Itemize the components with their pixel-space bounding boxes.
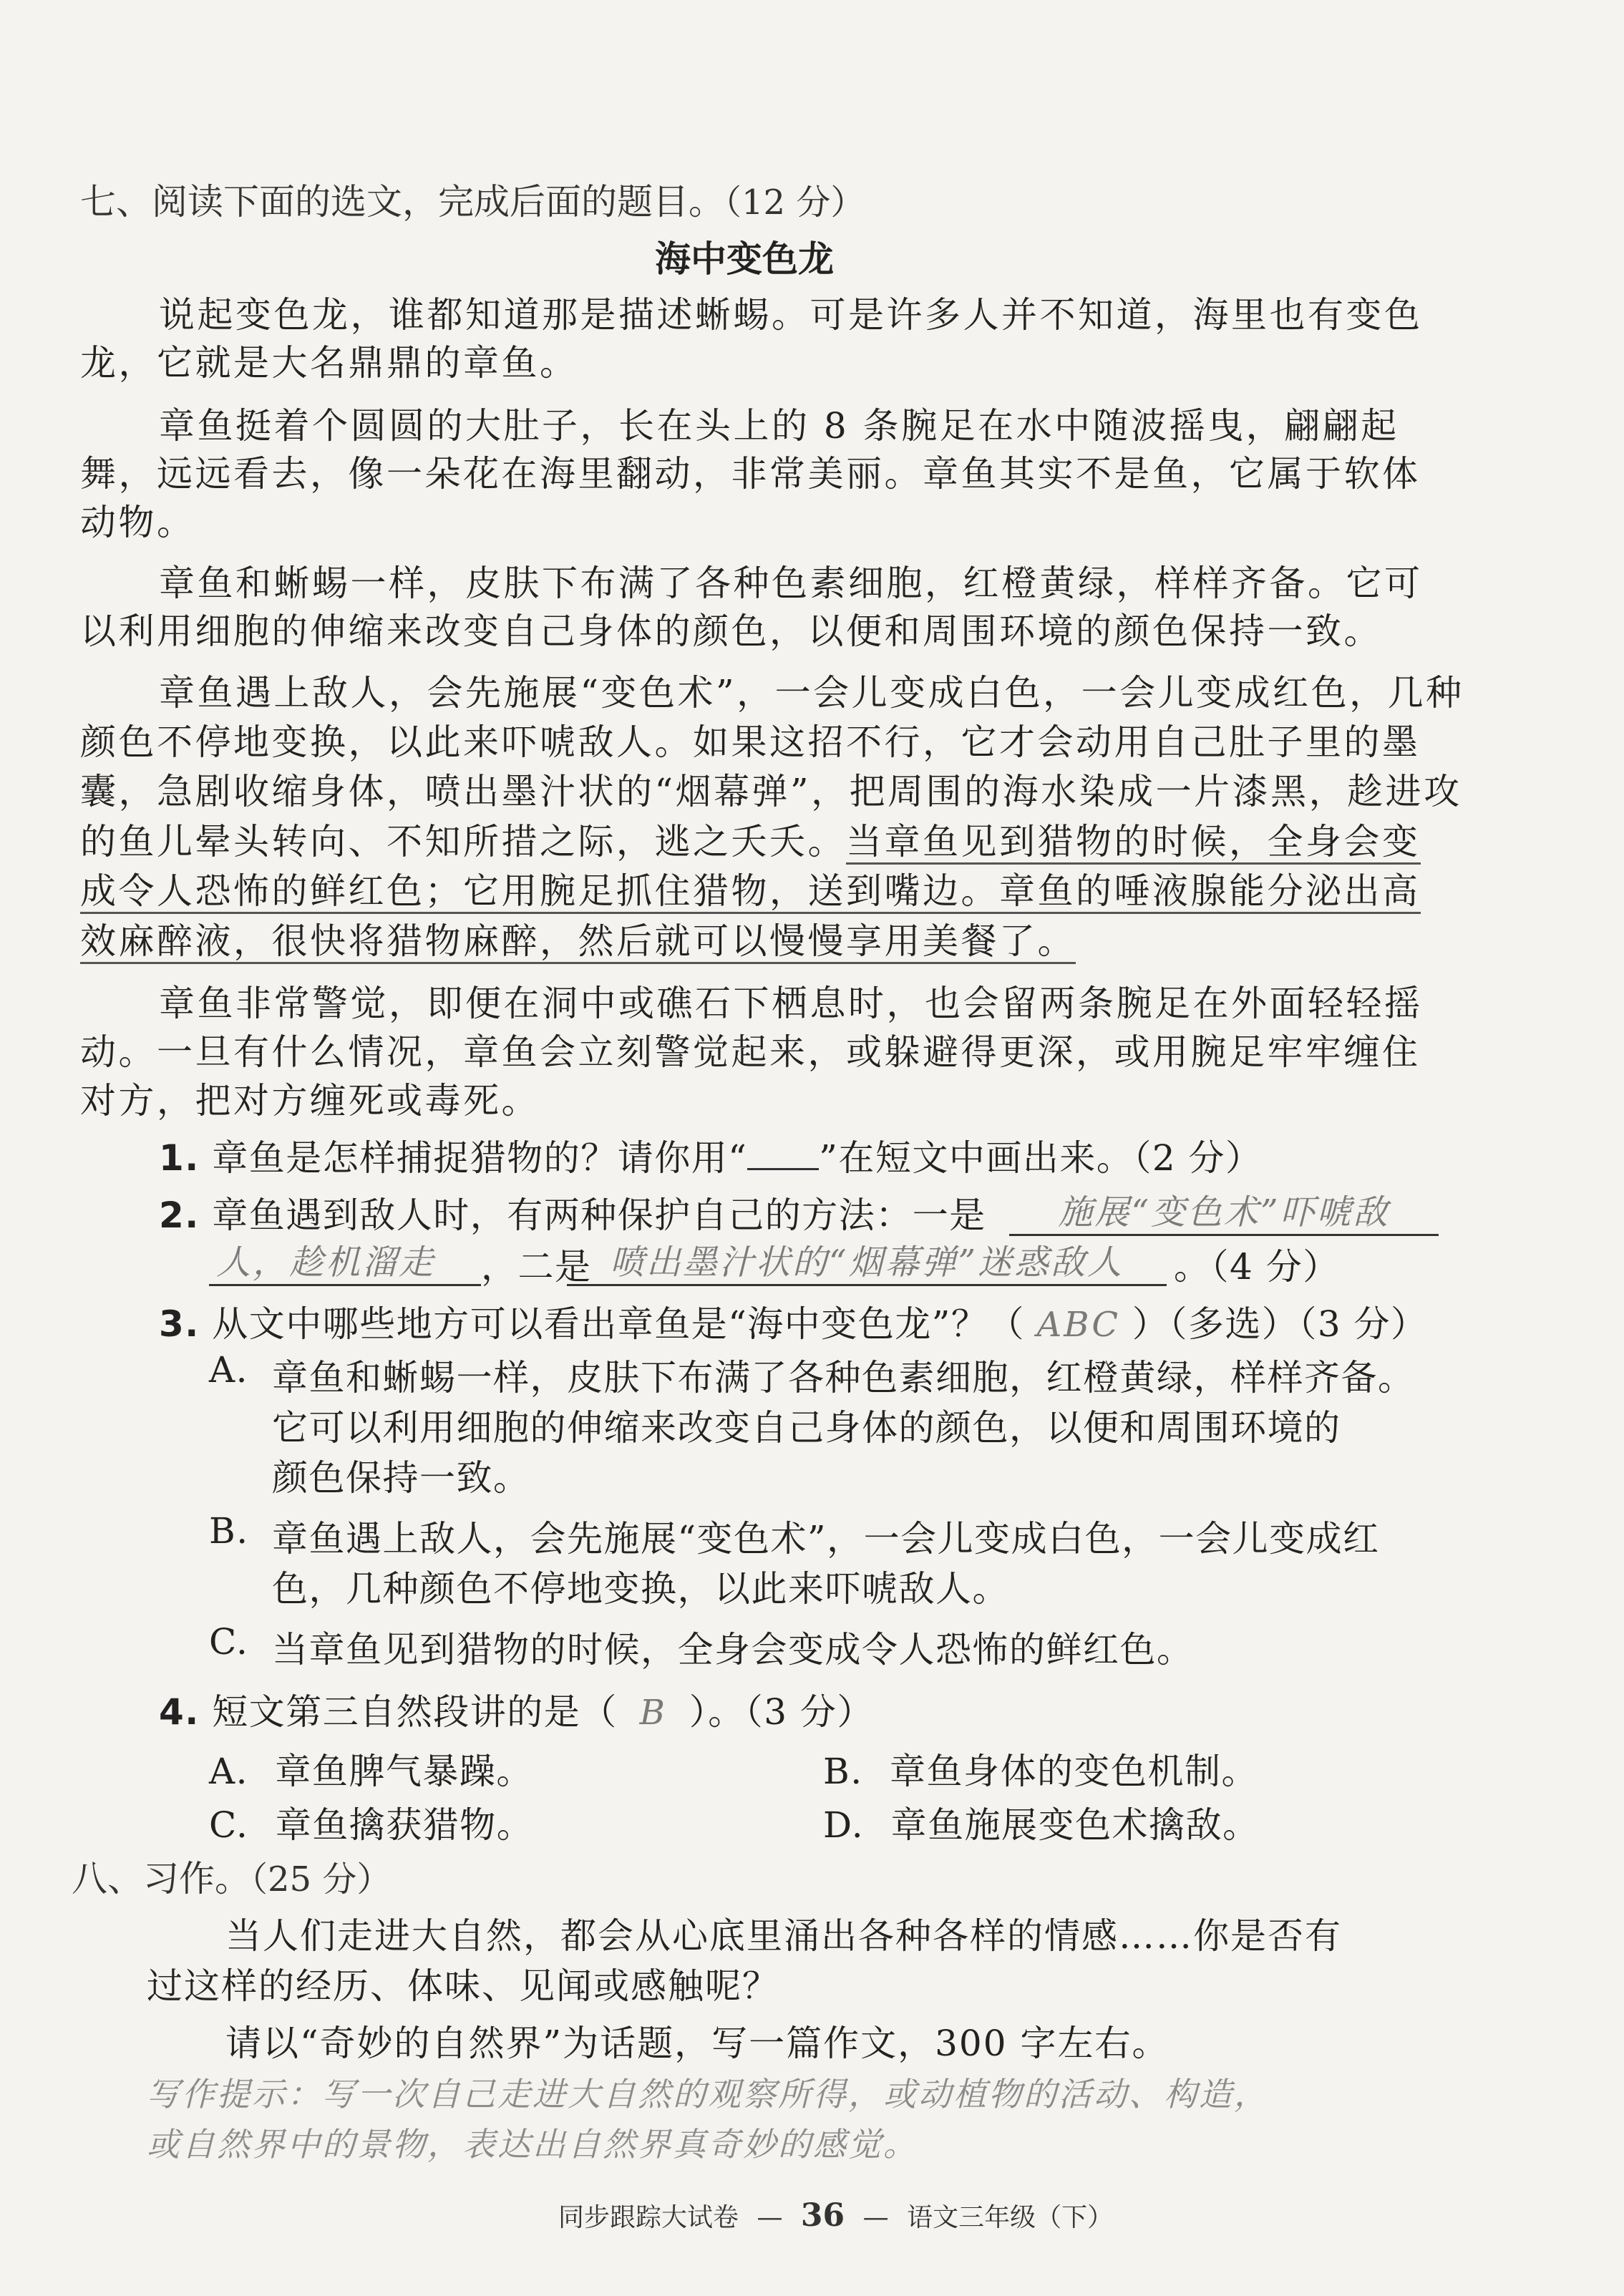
handwritten-answer: 施展“变色术”吓唬敌: [1058, 1192, 1390, 1232]
option-label: A.: [209, 1751, 249, 1792]
answer-blank[interactable]: [567, 1235, 1167, 1286]
article-line: 动物。: [80, 502, 195, 543]
prompt-line: 过这样的经历、体味、见闻或感触呢？: [147, 1965, 779, 2007]
page-footer: [558, 2197, 1113, 2234]
article-line: 舞，远远看去，像一朵花在海里翻动，非常美丽。章鱼其实不是鱼，它属于软体: [80, 453, 1421, 495]
prompt-line: 请以“奇妙的自然界”为话题，写一篇作文，300 字左右。: [225, 2023, 1170, 2064]
article-line: [80, 862, 1421, 914]
option-c: [209, 1796, 533, 1848]
article-title: 海中变色龙: [655, 238, 834, 280]
question-text: ，二是: [481, 1246, 592, 1288]
option-label: B.: [209, 1510, 249, 1552]
underlined-answer: 当章鱼见到猎物的时候，全身会变: [846, 821, 1421, 865]
prompt-line: 当人们走进大自然，都会从心底里涌出各种各样的情感……你是否有: [225, 1915, 1342, 1957]
option-d: [823, 1796, 1260, 1848]
article-line: 龙，它就是大名鼎鼎的章鱼。: [80, 342, 578, 384]
option-label: D.: [823, 1804, 865, 1846]
question-text: 从文中哪些地方可以看出章鱼是“海中变色龙”？（: [212, 1303, 1025, 1345]
article-line: 颜色不停地变换，以此来吓唬敌人。如果这招不行，它才会动用自己肚子里的墨: [80, 721, 1421, 763]
option-text: 章鱼脾气暴躁。: [275, 1751, 533, 1792]
option-b: [823, 1743, 1258, 1794]
handwritten-answer: 喷出墨汁状的“烟幕弹”迷惑敌人: [609, 1242, 1124, 1283]
article-line: 章鱼和蜥蜴一样，皮肤下布满了各种色素细胞，红橙黄绿，样样齐备。它可: [159, 563, 1423, 604]
handwritten-answer: 人，趁机溜走: [216, 1242, 436, 1283]
article-line: 囊，急剧收缩身体，喷出墨汁状的“烟幕弹”，把周围的海水染成一片漆黑，趁进攻: [80, 771, 1462, 812]
question-text: ”在短文中画出来。（2 分）: [819, 1137, 1263, 1179]
question-number: 4.: [159, 1691, 200, 1733]
section7-points: （12 分）: [724, 183, 865, 223]
article-line-plain: 的鱼儿晕头转向、不知所措之际，逃之夭夭。: [80, 821, 846, 862]
question-3: [159, 1295, 1428, 1347]
footer-dash: —: [862, 2203, 889, 2232]
article-line: 说起变色龙，谁都知道那是描述蜥蜴。可是许多人并不知道，海里也有变色: [159, 294, 1423, 336]
question-text: 章鱼遇到敌人时，有两种保护自己的方法：一是: [212, 1195, 986, 1236]
footer-dash: —: [757, 2203, 783, 2232]
underlined-answer: 效麻醉液，很快将猎物麻醉，然后就可以慢慢享用美餐了。: [80, 920, 1076, 964]
question-number: 2.: [159, 1195, 200, 1236]
underlined-answer: 成令人恐怖的鲜红色；它用腕足抓住猎物，送到嘴边。章鱼的唾液腺能分泌出高: [80, 870, 1421, 914]
option-text: 章鱼擒获猎物。: [275, 1804, 534, 1846]
question-text: ）（多选）（3 分）: [1132, 1303, 1428, 1345]
option-label: A.: [209, 1349, 249, 1391]
section8-title: 八、习作。: [72, 1858, 251, 1899]
question-text: ）。（3 分）: [689, 1691, 874, 1733]
article-line: 对方，把对方缠死或毒死。: [80, 1080, 540, 1122]
question-1: [159, 1129, 1263, 1181]
answer-blank[interactable]: [1009, 1185, 1439, 1236]
question-text: 章鱼是怎样捕捉猎物的？请你用“: [212, 1137, 748, 1179]
option-text: 它可以利用细胞的伸缩来改变自己身体的颜色，以便和周围环境的: [272, 1407, 1341, 1449]
writing-hint-line: 或自然界中的景物，表达出自然界真奇妙的感觉。: [147, 2125, 918, 2164]
article-line: 章鱼遇上敌人，会先施展“变色术”，一会儿变成白色，一会儿变成红色，几种: [159, 672, 1464, 714]
handwritten-answer[interactable]: B: [639, 1693, 667, 1733]
section7-title: 七、阅读下面的选文，完成后面的题目。: [80, 181, 724, 223]
option-text: 章鱼遇上敌人，会先施展“变色术”，一会儿变成白色，一会儿变成红: [272, 1518, 1380, 1560]
question-text: 短文第三自然段讲的是（: [212, 1691, 618, 1733]
page-number: 36: [800, 2197, 845, 2234]
option-text: 章鱼身体的变色机制。: [890, 1751, 1259, 1792]
option-text: 颜色保持一致。: [272, 1457, 530, 1499]
question-4: [159, 1683, 874, 1735]
option-text: 当章鱼见到猎物的时候，全身会变成令人恐怖的鲜红色。: [272, 1629, 1194, 1670]
question-2: [159, 1187, 986, 1238]
question-number: 3.: [159, 1303, 200, 1345]
article-line: [80, 913, 1076, 964]
article-line: 动。一旦有什么情况，章鱼会立刻警觉起来，或躲避得更深，或用腕足牢牢缠住: [80, 1031, 1421, 1073]
option-text: 章鱼和蜥蜴一样，皮肤下布满了各种色素细胞，红橙黄绿，样样齐备。: [272, 1357, 1415, 1398]
underline-sample: [747, 1168, 819, 1170]
option-label: C.: [209, 1804, 249, 1846]
option-a: [209, 1743, 533, 1794]
option-text: 色，几种颜色不停地变换，以此来吓唬敌人。: [272, 1568, 1009, 1610]
question-number: 1.: [159, 1137, 200, 1179]
option-label: C.: [209, 1621, 249, 1663]
footer-book-title: 同步跟踪大试卷: [558, 2203, 739, 2232]
footer-grade: 语文三年级（下）: [907, 2203, 1114, 2232]
handwritten-answer[interactable]: ABC: [1036, 1305, 1121, 1345]
question-text: 。（4 分）: [1174, 1246, 1340, 1288]
article-line: [80, 813, 1421, 865]
option-text: 章鱼施展变色术擒敌。: [890, 1804, 1260, 1846]
article-line: 以利用细胞的伸缩来改变自己身体的颜色，以便和周围环境的颜色保持一致。: [80, 611, 1382, 652]
section8-heading: [72, 1850, 391, 1902]
article-line: 章鱼非常警觉，即便在洞中或礁石下栖息时，也会留两条腕足在外面轻轻摇: [159, 983, 1423, 1024]
section7-heading: [80, 173, 865, 225]
writing-hint-line: 写作提示：写一次自己走进大自然的观察所得，或动植物的活动、构造，: [147, 2075, 1269, 2113]
section8-points: （25 分）: [251, 1859, 392, 1899]
answer-blank[interactable]: [209, 1235, 481, 1286]
option-label: B.: [823, 1751, 863, 1792]
article-line: 章鱼挺着个圆圆的大肚子，长在头上的 8 条腕足在水中随波摇曳，翩翩起: [159, 405, 1399, 447]
